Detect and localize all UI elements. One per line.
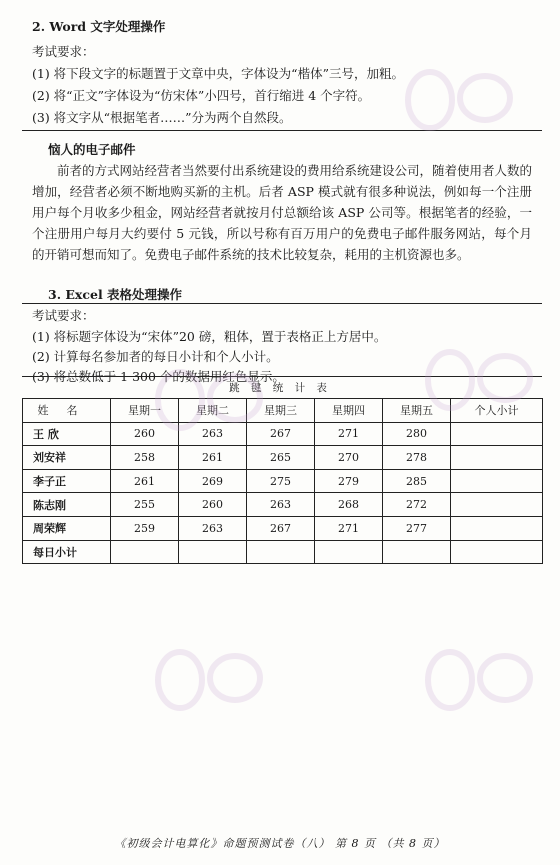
section-2-item-1: (1) 将下段文字的标题置于文章中央，字体设为“楷体”三号，加粗。 <box>32 66 404 81</box>
table-row-daily-subtotal <box>23 540 543 564</box>
table-cell <box>451 422 543 446</box>
section-3-item-2: (2) 计算每名参加者的每日小计和个人小计。 <box>32 349 279 364</box>
table-title: 跳 毽 统 计 表 <box>229 382 331 394</box>
table-cell: 268 <box>315 493 383 517</box>
table-cell <box>111 540 179 564</box>
divider <box>22 376 542 377</box>
table-cell: 260 <box>179 493 247 517</box>
table-cell <box>247 540 315 564</box>
divider <box>22 303 542 304</box>
table-cell <box>451 493 543 517</box>
table-cell: 259 <box>111 516 179 540</box>
article-body: 前者的方式网站经营者当然要付出系统建设的费用给系统建设公司，随着使用者人数的增加，经营者必须不断地购买新的主机。后者 ASP 模式就有很多种说法，例如每一个注册用户每个月收多少租金，网站经营者就按月付总额给该 ASP 公司等。根据笔者的经验，一个注册用户每月大约要付 5 元钱，所以号称有百万用户的免费电子邮件服务网站，每个月的开销可想而知了。免费电子邮件系统的技术比较复杂，耗用的主机资源也多。 <box>32 163 533 262</box>
table-row <box>23 422 543 446</box>
table-row <box>23 516 543 540</box>
page-footer: 《初级会计电算化》命题预测试卷（八） 第 8 页 （共 8 页） <box>114 837 446 850</box>
article-title: 恼人的电子邮件 <box>48 142 136 157</box>
header-personal-subtotal: 个人小计 <box>451 399 543 423</box>
participant-name: 刘安祥 <box>23 446 111 470</box>
daily-subtotal-label: 每日小计 <box>23 540 111 564</box>
header-friday: 星期五 <box>383 399 451 423</box>
table-row <box>23 469 543 493</box>
table-row <box>23 493 543 517</box>
table-cell: 278 <box>383 446 451 470</box>
table-header-row <box>23 399 543 423</box>
header-monday: 星期一 <box>111 399 179 423</box>
table-cell <box>179 540 247 564</box>
statistics-table <box>22 398 543 564</box>
header-name: 姓名 <box>23 399 111 423</box>
table-cell: 267 <box>247 422 315 446</box>
section-2-heading: 2. Word 文字处理操作 <box>32 19 166 34</box>
table-cell: 269 <box>179 469 247 493</box>
table-cell: 263 <box>247 493 315 517</box>
section-2-requirements-label: 考试要求： <box>32 44 95 59</box>
participant-name: 李子正 <box>23 469 111 493</box>
table-cell: 261 <box>179 446 247 470</box>
table-cell: 263 <box>179 422 247 446</box>
table-cell <box>451 446 543 470</box>
table-cell <box>451 540 543 564</box>
table-cell: 255 <box>111 493 179 517</box>
section-3-requirements-label: 考试要求： <box>32 308 95 323</box>
table-cell: 279 <box>315 469 383 493</box>
table-cell: 285 <box>383 469 451 493</box>
table-cell: 270 <box>315 446 383 470</box>
watermark-logo <box>150 640 270 724</box>
section-3-item-1: (1) 将标题字体设为“宋体”20 磅，粗体，置于表格正上方居中。 <box>32 329 387 344</box>
header-tuesday: 星期二 <box>179 399 247 423</box>
watermark-logo <box>420 640 540 724</box>
table-cell <box>315 540 383 564</box>
watermark-logo <box>400 60 520 144</box>
table-cell: 280 <box>383 422 451 446</box>
section-2-item-3: (3) 将文字从“根据笔者……”分为两个自然段。 <box>32 110 292 125</box>
participant-name: 陈志刚 <box>23 493 111 517</box>
table-cell: 272 <box>383 493 451 517</box>
participant-name: 周荣辉 <box>23 516 111 540</box>
table-cell: 277 <box>383 516 451 540</box>
table-cell <box>451 516 543 540</box>
header-thursday: 星期四 <box>315 399 383 423</box>
table-cell: 261 <box>111 469 179 493</box>
table-cell <box>383 540 451 564</box>
table-cell: 271 <box>315 516 383 540</box>
table-row <box>23 446 543 470</box>
section-3-item-3: (3) 将总数低于 1 300 个的数据用红色显示。 <box>32 369 285 384</box>
table-cell <box>451 469 543 493</box>
section-2-item-2: (2) 将“正文”字体设为“仿宋体”小四号，首行缩进 4 个字符。 <box>32 88 371 103</box>
table-cell: 267 <box>247 516 315 540</box>
table-cell: 265 <box>247 446 315 470</box>
section-3-heading: 3. Excel 表格处理操作 <box>48 287 183 302</box>
divider <box>22 130 542 131</box>
table-cell: 258 <box>111 446 179 470</box>
table-cell: 260 <box>111 422 179 446</box>
table-cell: 275 <box>247 469 315 493</box>
table-cell: 271 <box>315 422 383 446</box>
table-cell: 263 <box>179 516 247 540</box>
header-wednesday: 星期三 <box>247 399 315 423</box>
participant-name: 王 欣 <box>23 422 111 446</box>
